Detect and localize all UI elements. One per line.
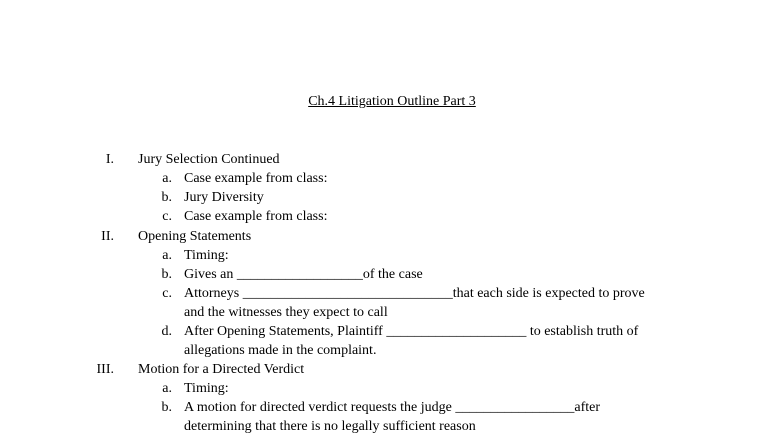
item-letter: a. (162, 248, 172, 263)
item-continuation: determining that there is no legally sufficient reason (184, 419, 476, 434)
item-text: A motion for directed verdict requests the judge _________________after (184, 400, 601, 415)
item-text: Timing: (184, 381, 229, 396)
item-letter: a. (162, 171, 172, 186)
section-heading: Motion for a Directed Verdict (138, 362, 305, 377)
page-title: Ch.4 Litigation Outline Part 3 (308, 94, 476, 109)
item-letter: c. (162, 286, 172, 301)
item-text: Jury Diversity (184, 190, 264, 205)
item-text: After Opening Statements, Plaintiff ____________________ to establish truth of (184, 324, 639, 339)
item-letter: b. (161, 400, 172, 415)
item-text: Gives an __________________of the case (184, 267, 423, 282)
item-continuation: allegations made in the complaint. (184, 343, 377, 358)
item-letter: a. (162, 381, 172, 396)
item-letter: b. (161, 190, 172, 205)
item-text: Timing: (184, 248, 229, 263)
section-heading: Opening Statements (138, 229, 252, 244)
item-text: Case example from class: (184, 171, 328, 186)
section-numeral: I. (105, 152, 114, 167)
item-text: Attorneys ______________________________that each side is expected to prove (184, 286, 645, 301)
item-letter: d. (161, 324, 172, 339)
item-continuation: and the witnesses they expect to call (184, 305, 388, 320)
item-letter: c. (162, 209, 172, 224)
section-numeral: III. (96, 362, 114, 377)
item-text: Case example from class: (184, 209, 328, 224)
item-letter: b. (161, 267, 172, 282)
section-numeral: II. (101, 229, 114, 244)
section-heading: Jury Selection Continued (138, 152, 280, 167)
